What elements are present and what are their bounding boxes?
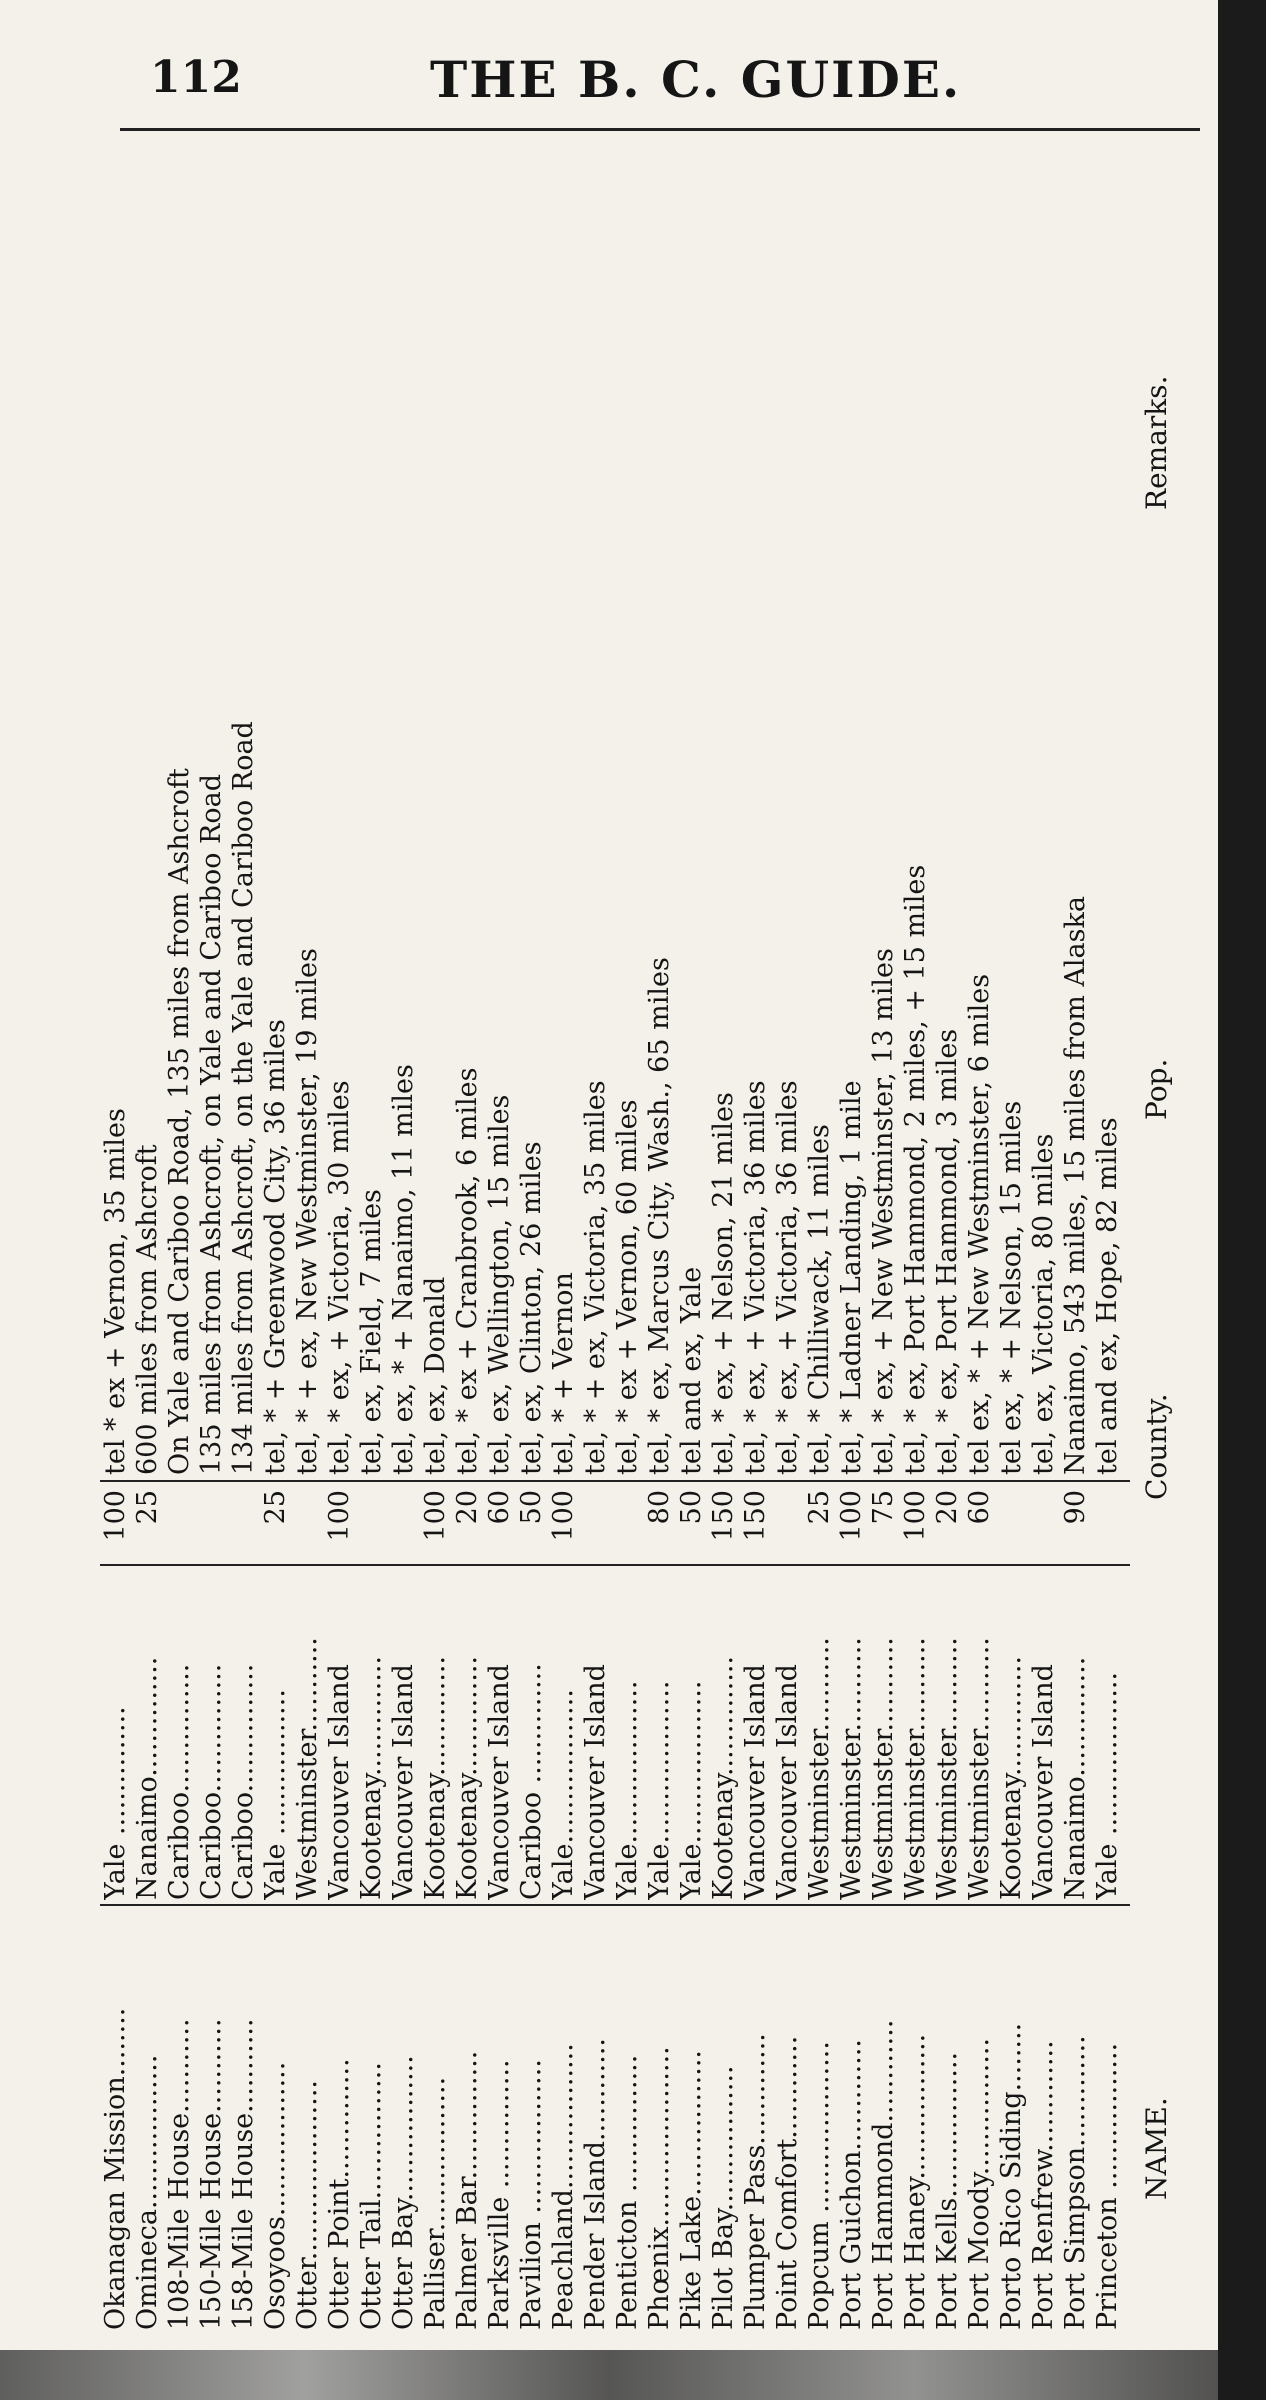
table-row xyxy=(676,150,708,2330)
population-cell: 90 xyxy=(1060,1490,1091,1525)
remarks-cell: tel, * ex, Marcus City, Wash., 65 miles xyxy=(644,957,675,1475)
county-cell: Yale ................. xyxy=(260,1689,291,1900)
remarks-cell: tel, * + ex, New Westminster, 19 miles xyxy=(292,948,323,1475)
header-rule xyxy=(120,128,1200,131)
table-row xyxy=(420,150,452,2330)
county-cell: Yale................... xyxy=(612,1680,643,1900)
population-cell: 100 xyxy=(836,1490,867,1542)
table-row xyxy=(580,150,612,2330)
remarks-cell: tel, * ex, Port Hammond, 2 miles, + 15 miles xyxy=(900,864,931,1475)
place-name: Plumper Pass............. xyxy=(740,2033,771,2330)
table-row xyxy=(996,150,1028,2330)
county-cell: Cariboo............... xyxy=(228,1663,259,1900)
table-row xyxy=(1060,150,1092,2330)
county-cell: Kootenay.............. xyxy=(420,1655,451,1900)
table-row xyxy=(164,150,196,2330)
place-name: Port Renfrew............. xyxy=(1028,2040,1059,2330)
directory-table xyxy=(100,150,1200,2330)
population-cell: 20 xyxy=(932,1490,963,1525)
place-name: Otter Bay................. xyxy=(388,2055,419,2330)
table-row xyxy=(804,150,836,2330)
population-cell: 100 xyxy=(548,1490,579,1542)
population-cell: 100 xyxy=(900,1490,931,1542)
table-row xyxy=(516,150,548,2330)
county-cell: Kootenay.............. xyxy=(708,1655,739,1900)
remarks-cell: tel, * Chilliwack, 11 miles xyxy=(804,1124,835,1475)
remarks-cell: tel, * ex + Cranbrook, 6 miles xyxy=(452,1067,483,1475)
place-name: Palliser.................. xyxy=(420,2076,451,2330)
place-name: Parksville ............... xyxy=(484,2059,515,2330)
header-name: NAME. xyxy=(1140,2097,1173,2200)
page-number: 112 xyxy=(150,52,242,103)
county-cell: Nanaimo.............. xyxy=(1060,1656,1091,1900)
remarks-cell: tel, ex, Donald xyxy=(420,1276,451,1475)
page-title: THE B. C. GUIDE. xyxy=(430,50,962,109)
remarks-cell: tel, * ex, + Victoria, 30 miles xyxy=(324,1080,355,1475)
table-row xyxy=(644,150,676,2330)
place-name: Pender Island............ xyxy=(580,2038,611,2330)
remarks-cell: tel, ex, Wellington, 15 miles xyxy=(484,1094,515,1475)
place-name: 150-Mile House........... xyxy=(196,2018,227,2330)
remarks-cell: tel, * + Vernon xyxy=(548,1272,579,1475)
population-cell: 50 xyxy=(676,1490,707,1525)
remarks-cell: tel, ex, Clinton, 26 miles xyxy=(516,1141,547,1475)
table-row xyxy=(1092,150,1124,2330)
table-row xyxy=(772,150,804,2330)
place-name: Phœnix..................... xyxy=(644,2046,675,2330)
county-cell: Westminster........... xyxy=(868,1637,899,1900)
table-row xyxy=(132,150,164,2330)
county-cell: Westminster........... xyxy=(932,1637,963,1900)
remarks-cell: On Yale and Cariboo Road, 135 miles from Ashcroft xyxy=(164,768,195,1475)
remarks-cell: tel, * + Greenwood City, 36 miles xyxy=(260,1019,291,1475)
population-cell: 100 xyxy=(324,1490,355,1542)
table-row xyxy=(1028,150,1060,2330)
place-name: 158-Mile House........... xyxy=(228,2018,259,2330)
place-name: Port Kells................. xyxy=(932,2051,963,2330)
remarks-cell: tel, * ex, + Victoria, 36 miles xyxy=(772,1080,803,1475)
table-row xyxy=(836,150,868,2330)
table-row xyxy=(388,150,420,2330)
table-row xyxy=(612,150,644,2330)
remarks-cell: tel and ex, Yale xyxy=(676,1266,707,1475)
place-name: Princeton ................. xyxy=(1092,2042,1123,2330)
place-name: 108-Mile House........... xyxy=(164,2018,195,2330)
table-row xyxy=(260,150,292,2330)
county-cell: Yale................... xyxy=(676,1680,707,1900)
table-row xyxy=(868,150,900,2330)
header-remarks: Remarks. xyxy=(1140,375,1173,510)
county-cell: Yale.................. xyxy=(548,1689,579,1900)
place-name: Palmer Bar............... xyxy=(452,2050,483,2330)
place-name: Popcum .................... xyxy=(804,2041,835,2330)
county-cell: Vancouver Island xyxy=(740,1664,771,1900)
population-cell: 25 xyxy=(804,1490,835,1525)
table-row xyxy=(740,150,772,2330)
county-cell: Kootenay.............. xyxy=(452,1655,483,1900)
county-cell: Cariboo .............. xyxy=(516,1663,547,1900)
table-row xyxy=(932,150,964,2330)
remarks-cell: tel, ex, * + Nanaimo, 11 miles xyxy=(388,1064,419,1475)
column-headers xyxy=(1140,150,1190,2330)
county-cell: Cariboo............... xyxy=(196,1663,227,1900)
table-row xyxy=(452,150,484,2330)
county-cell: Westminster........... xyxy=(964,1637,995,1900)
table-row xyxy=(548,150,580,2330)
place-name: Point Comfort............ xyxy=(772,2035,803,2330)
population-cell: 60 xyxy=(964,1490,995,1525)
remarks-cell: tel, * Ladner Landing, 1 mile xyxy=(836,1080,867,1475)
county-cell: Vancouver Island xyxy=(484,1664,515,1900)
remarks-cell: tel ex, * + Nelson, 15 miles xyxy=(996,1100,1027,1475)
county-cell: Nanaimo.............. xyxy=(132,1656,163,1900)
table-row xyxy=(356,150,388,2330)
place-name: Otter Point.............. xyxy=(324,2058,355,2330)
remarks-cell: tel, * + ex, Victoria, 35 miles xyxy=(580,1080,611,1475)
place-name: Okanagan Mission........ xyxy=(100,2007,131,2330)
remarks-cell: 134 miles from Ashcroft, on the Yale and Cariboo Road xyxy=(228,721,259,1475)
scan-bottom-edge xyxy=(0,2350,1218,2400)
county-cell: Yale................... xyxy=(644,1680,675,1900)
population-cell: 25 xyxy=(260,1490,291,1525)
place-name: Otter Tail................ xyxy=(356,2062,387,2330)
table-body xyxy=(100,150,1124,2330)
place-name: Osoyoos.................. xyxy=(260,2061,291,2330)
county-cell: Kootenay.............. xyxy=(356,1655,387,1900)
remarks-cell: tel, * ex, + Victoria, 36 miles xyxy=(740,1080,771,1475)
remarks-cell: tel, * ex, + Nelson, 21 miles xyxy=(708,1092,739,1475)
place-name: Port Hammond............ xyxy=(868,2019,899,2330)
population-cell: 80 xyxy=(644,1490,675,1525)
table-row xyxy=(484,150,516,2330)
place-name: Pavilion .................. xyxy=(516,2059,547,2330)
population-cell: 75 xyxy=(868,1490,899,1525)
county-cell: Westminster........... xyxy=(900,1637,931,1900)
county-cell: Vancouver Island xyxy=(1028,1664,1059,1900)
population-cell: 100 xyxy=(420,1490,451,1542)
remarks-cell: 600 miles from Ashcroft xyxy=(132,1144,163,1475)
population-cell: 60 xyxy=(484,1490,515,1525)
remarks-cell: tel, * ex, Port Hammond, 3 miles xyxy=(932,1028,963,1475)
county-cell: Vancouver Island xyxy=(324,1664,355,1900)
place-name: Omineca.................. xyxy=(132,2054,163,2330)
place-name: Penticton ................ xyxy=(612,2054,643,2330)
place-name: Porto Rico Siding........ xyxy=(996,2022,1027,2330)
table-row xyxy=(324,150,356,2330)
county-cell: Kootenay.............. xyxy=(996,1655,1027,1900)
table-row xyxy=(100,150,132,2330)
place-name: Port Moody................ xyxy=(964,2037,995,2330)
place-name: Port Simpson............. xyxy=(1060,2035,1091,2330)
population-cell: 100 xyxy=(100,1490,131,1542)
header-county: County. xyxy=(1140,1393,1173,1500)
table-row xyxy=(196,150,228,2330)
book-binding-edge xyxy=(1218,0,1266,2400)
place-name: Pilot Bay................. xyxy=(708,2065,739,2330)
remarks-cell: tel ex, * + New Westminster, 6 miles xyxy=(964,973,995,1475)
table-row xyxy=(708,150,740,2330)
county-cell: Westminster........... xyxy=(836,1637,867,1900)
place-name: Pike Lake................. xyxy=(676,2050,707,2330)
remarks-cell: 135 miles from Ashcroft, on Yale and Cariboo Road xyxy=(196,773,227,1475)
population-cell: 50 xyxy=(516,1490,547,1525)
place-name: Port Guichon............. xyxy=(836,2039,867,2330)
table-row xyxy=(228,150,260,2330)
population-cell: 20 xyxy=(452,1490,483,1525)
county-cell: Westminster........... xyxy=(804,1637,835,1900)
remarks-cell: tel, ex, Victoria, 80 miles xyxy=(1028,1133,1059,1475)
population-cell: 25 xyxy=(132,1490,163,1525)
county-cell: Vancouver Island xyxy=(580,1664,611,1900)
remarks-cell: Nanaimo, 543 miles, 15 miles from Alaska xyxy=(1060,896,1091,1475)
place-name: Peachland................. xyxy=(548,2043,579,2330)
remarks-cell: tel, ex, Field, 7 miles xyxy=(356,1189,387,1475)
county-cell: Westminster........... xyxy=(292,1637,323,1900)
population-cell: 150 xyxy=(708,1490,739,1542)
county-cell: Vancouver Island xyxy=(388,1664,419,1900)
table-row xyxy=(292,150,324,2330)
header-pop: Pop. xyxy=(1140,1058,1173,1120)
table-row xyxy=(964,150,996,2330)
population-cell: 150 xyxy=(740,1490,771,1542)
county-cell: Yale ............... xyxy=(100,1706,131,1900)
county-cell: Vancouver Island xyxy=(772,1664,803,1900)
remarks-cell: tel and ex, Hope, 82 miles xyxy=(1092,1117,1123,1475)
table-row xyxy=(900,150,932,2330)
remarks-cell: tel, * ex + Vernon, 60 miles xyxy=(612,1099,643,1475)
place-name: Port Haney................. xyxy=(900,2033,931,2330)
remarks-cell: tel, * ex, + New Westminster, 13 miles xyxy=(868,948,899,1475)
county-cell: Yale ................... xyxy=(1092,1671,1123,1900)
county-cell: Cariboo............... xyxy=(164,1663,195,1900)
place-name: Otter..................... xyxy=(292,2080,323,2330)
remarks-cell: tel * ex + Vernon, 35 miles xyxy=(100,1108,131,1475)
